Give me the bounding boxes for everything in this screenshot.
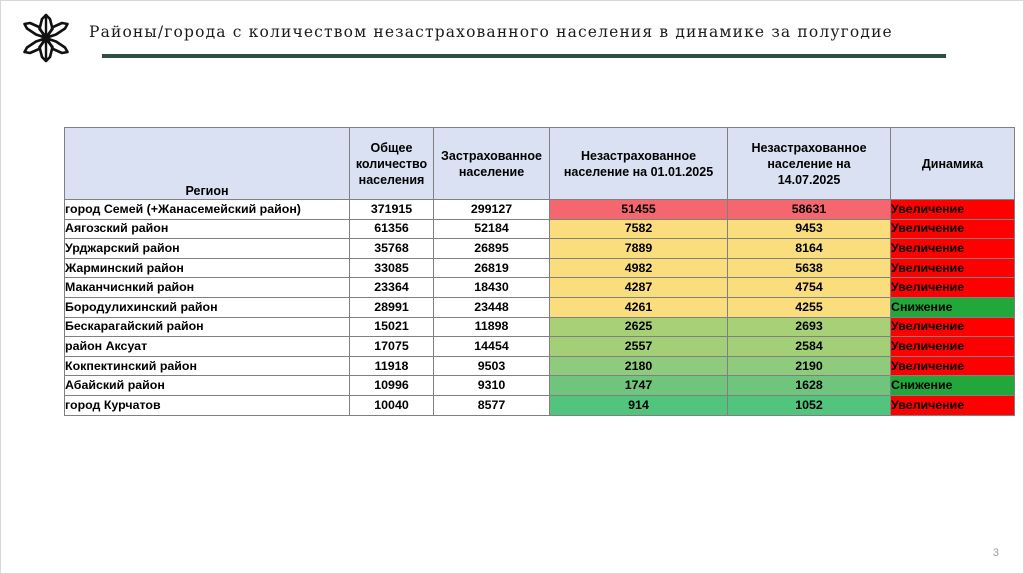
header-line: население: [458, 164, 525, 179]
cell-uninsured-jan: 2625: [550, 317, 728, 337]
cell-dynamics: Увеличение: [891, 239, 1015, 259]
cell-insured: 26819: [434, 258, 550, 278]
cell-total: 33085: [350, 258, 434, 278]
cell-dynamics: Увеличение: [891, 219, 1015, 239]
header-line: Незастрахованное: [751, 140, 867, 155]
cell-total: 61356: [350, 219, 434, 239]
cell-total: 35768: [350, 239, 434, 259]
cell-region: Аягозский район: [65, 219, 350, 239]
cell-insured: 8577: [434, 395, 550, 415]
cell-uninsured-jul: 2190: [728, 356, 891, 376]
cell-region: Бескарагайский район: [65, 317, 350, 337]
cell-insured: 9310: [434, 376, 550, 396]
cell-dynamics: Снижение: [891, 297, 1015, 317]
cell-uninsured-jul: 9453: [728, 219, 891, 239]
cell-uninsured-jul: 4255: [728, 297, 891, 317]
cell-insured: 9503: [434, 356, 550, 376]
cell-uninsured-jan: 4287: [550, 278, 728, 298]
cell-uninsured-jul: 4754: [728, 278, 891, 298]
cell-uninsured-jul: 2584: [728, 337, 891, 357]
cell-uninsured-jan: 1747: [550, 376, 728, 396]
table-row: [65, 278, 1015, 298]
cell-dynamics: Увеличение: [891, 200, 1015, 220]
cell-uninsured-jul: 1628: [728, 376, 891, 396]
cell-region: Кокпектинский район: [65, 356, 350, 376]
header-line: Общее: [370, 140, 413, 155]
column-header-insured-population: [434, 128, 550, 200]
cell-uninsured-jan: 7889: [550, 239, 728, 259]
title-underline-divider: [102, 54, 946, 58]
cell-dynamics: Снижение: [891, 376, 1015, 396]
header-line: население на 01.01.2025: [563, 164, 714, 179]
cell-uninsured-jul: 5638: [728, 258, 891, 278]
cell-total: 10040: [350, 395, 434, 415]
uninsured-population-table-container: [64, 127, 984, 416]
cell-uninsured-jan: 4982: [550, 258, 728, 278]
cell-insured: 299127: [434, 200, 550, 220]
table-header-row: [65, 128, 1015, 200]
cell-dynamics: Увеличение: [891, 337, 1015, 357]
page-number: 3: [992, 547, 999, 559]
cell-dynamics: Увеличение: [891, 395, 1015, 415]
header-line: Застрахованное: [441, 148, 542, 163]
cell-insured: 23448: [434, 297, 550, 317]
table-row: [65, 317, 1015, 337]
header-line: 14.07.2025: [777, 172, 841, 187]
cell-total: 10996: [350, 376, 434, 396]
cell-total: 15021: [350, 317, 434, 337]
header-line: Незастрахованное: [580, 148, 697, 163]
cell-dynamics: Увеличение: [891, 356, 1015, 376]
cell-uninsured-jan: 51455: [550, 200, 728, 220]
table-body: [65, 200, 1015, 416]
slide-header: [1, 1, 1024, 73]
cell-uninsured-jul: 8164: [728, 239, 891, 259]
column-header-uninsured-jan-2025: [550, 128, 728, 200]
column-header-region: Регион: [65, 128, 350, 200]
cell-region: Урджарский район: [65, 239, 350, 259]
cell-insured: 52184: [434, 219, 550, 239]
table-row: [65, 239, 1015, 259]
cell-region: Маканчиснкий район: [65, 278, 350, 298]
header-line: населения: [358, 172, 425, 187]
header-line: население на: [767, 156, 851, 171]
table-row: [65, 297, 1015, 317]
cell-region: город Курчатов: [65, 395, 350, 415]
cell-uninsured-jan: 7582: [550, 219, 728, 239]
cell-total: 28991: [350, 297, 434, 317]
table-row: [65, 395, 1015, 415]
cell-insured: 11898: [434, 317, 550, 337]
cell-dynamics: Увеличение: [891, 317, 1015, 337]
table-row: [65, 219, 1015, 239]
cell-insured: 14454: [434, 337, 550, 357]
header-line: количество: [355, 156, 428, 171]
cell-uninsured-jan: 4261: [550, 297, 728, 317]
cell-uninsured-jan: 914: [550, 395, 728, 415]
cell-total: 11918: [350, 356, 434, 376]
cell-insured: 26895: [434, 239, 550, 259]
cell-region: Бородулихинский район: [65, 297, 350, 317]
cell-region: район Аксуат: [65, 337, 350, 357]
table-row: [65, 356, 1015, 376]
table-row: [65, 376, 1015, 396]
hexagonal-floral-ornament-icon: [15, 7, 77, 69]
cell-region: город Семей (+Жанасемейский район): [65, 200, 350, 220]
cell-total: 371915: [350, 200, 434, 220]
cell-uninsured-jan: 2557: [550, 337, 728, 357]
cell-uninsured-jul: 2693: [728, 317, 891, 337]
cell-uninsured-jul: 1052: [728, 395, 891, 415]
uninsured-population-table: [64, 127, 1015, 416]
cell-total: 17075: [350, 337, 434, 357]
table-row: [65, 258, 1015, 278]
table-row: [65, 200, 1015, 220]
cell-region: Абайский район: [65, 376, 350, 396]
cell-region: Жарминский район: [65, 258, 350, 278]
table-row: [65, 337, 1015, 357]
cell-total: 23364: [350, 278, 434, 298]
column-header-uninsured-jul-2025: [728, 128, 891, 200]
page-title: Районы/города с количеством незастрахованного населения в динамике за полугодие: [89, 23, 893, 41]
cell-insured: 18430: [434, 278, 550, 298]
cell-dynamics: Увеличение: [891, 278, 1015, 298]
column-header-total-population: [350, 128, 434, 200]
cell-uninsured-jul: 58631: [728, 200, 891, 220]
column-header-dynamics: Динамика: [891, 128, 1015, 200]
cell-dynamics: Увеличение: [891, 258, 1015, 278]
cell-uninsured-jan: 2180: [550, 356, 728, 376]
